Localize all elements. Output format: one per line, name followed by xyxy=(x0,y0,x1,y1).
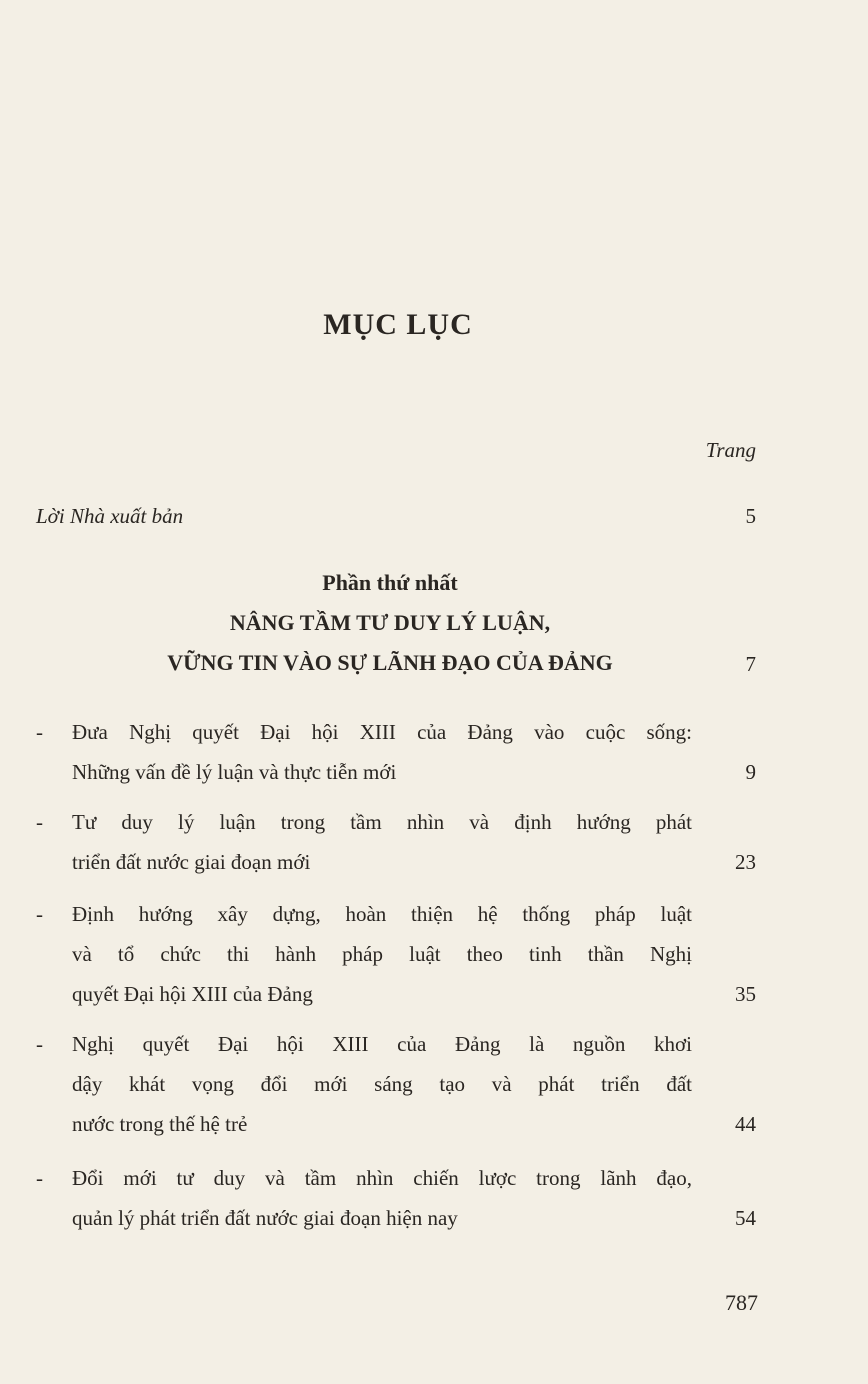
page-number: 787 xyxy=(725,1290,758,1315)
foreword-label: Lời Nhà xuất bản xyxy=(36,504,184,528)
entry-line: Định hướng xây dựng, hoàn thiện hệ thống pháp luật xyxy=(72,902,692,926)
entry-line: quyết Đại hội XIII của Đảng xyxy=(72,982,313,1006)
entry-dash: - xyxy=(36,1166,43,1190)
entry-line: Đưa Nghị quyết Đại hội XIII của Đảng vào cuộc sống: xyxy=(72,720,692,744)
entry-page: 54 xyxy=(735,1206,756,1230)
entry-dash: - xyxy=(36,810,43,834)
toc-title: MỤC LỤC xyxy=(323,308,473,341)
entry-line: Đổi mới tư duy và tầm nhìn chiến lược trong lãnh đạo, xyxy=(72,1166,692,1190)
entry-line: Nghị quyết Đại hội XIII của Đảng là nguồn khơi xyxy=(72,1032,692,1056)
entry-line: quản lý phát triển đất nước giai đoạn hiện nay xyxy=(72,1206,458,1230)
part-title-line2: VỮNG TIN VÀO SỰ LÃNH ĐẠO CỦA ĐẢNG xyxy=(167,650,613,675)
entry-dash: - xyxy=(36,902,43,926)
entry-dash: - xyxy=(36,720,43,744)
entry-page: 9 xyxy=(745,760,756,784)
entry-page: 35 xyxy=(735,982,756,1006)
entry-line: triển đất nước giai đoạn mới xyxy=(72,850,311,874)
page-column-label: Trang xyxy=(705,438,756,462)
entry-line: Tư duy lý luận trong tầm nhìn và định hướng phát xyxy=(72,810,692,834)
entry-line: nước trong thế hệ trẻ xyxy=(72,1112,248,1136)
entry-page: 44 xyxy=(735,1112,756,1136)
entry-dash: - xyxy=(36,1032,43,1056)
entry-page: 23 xyxy=(735,850,756,874)
entry-line: dậy khát vọng đổi mới sáng tạo và phát triển đất xyxy=(72,1072,692,1096)
foreword-page: 5 xyxy=(745,504,756,528)
part-page: 7 xyxy=(745,652,756,676)
part-title-line1: NÂNG TẦM TƯ DUY LÝ LUẬN, xyxy=(229,610,551,635)
entry-line: Những vấn đề lý luận và thực tiễn mới xyxy=(72,760,397,784)
entry-line: và tổ chức thi hành pháp luật theo tinh thần Nghị xyxy=(72,942,692,966)
part-label: Phần thứ nhất xyxy=(322,570,458,595)
